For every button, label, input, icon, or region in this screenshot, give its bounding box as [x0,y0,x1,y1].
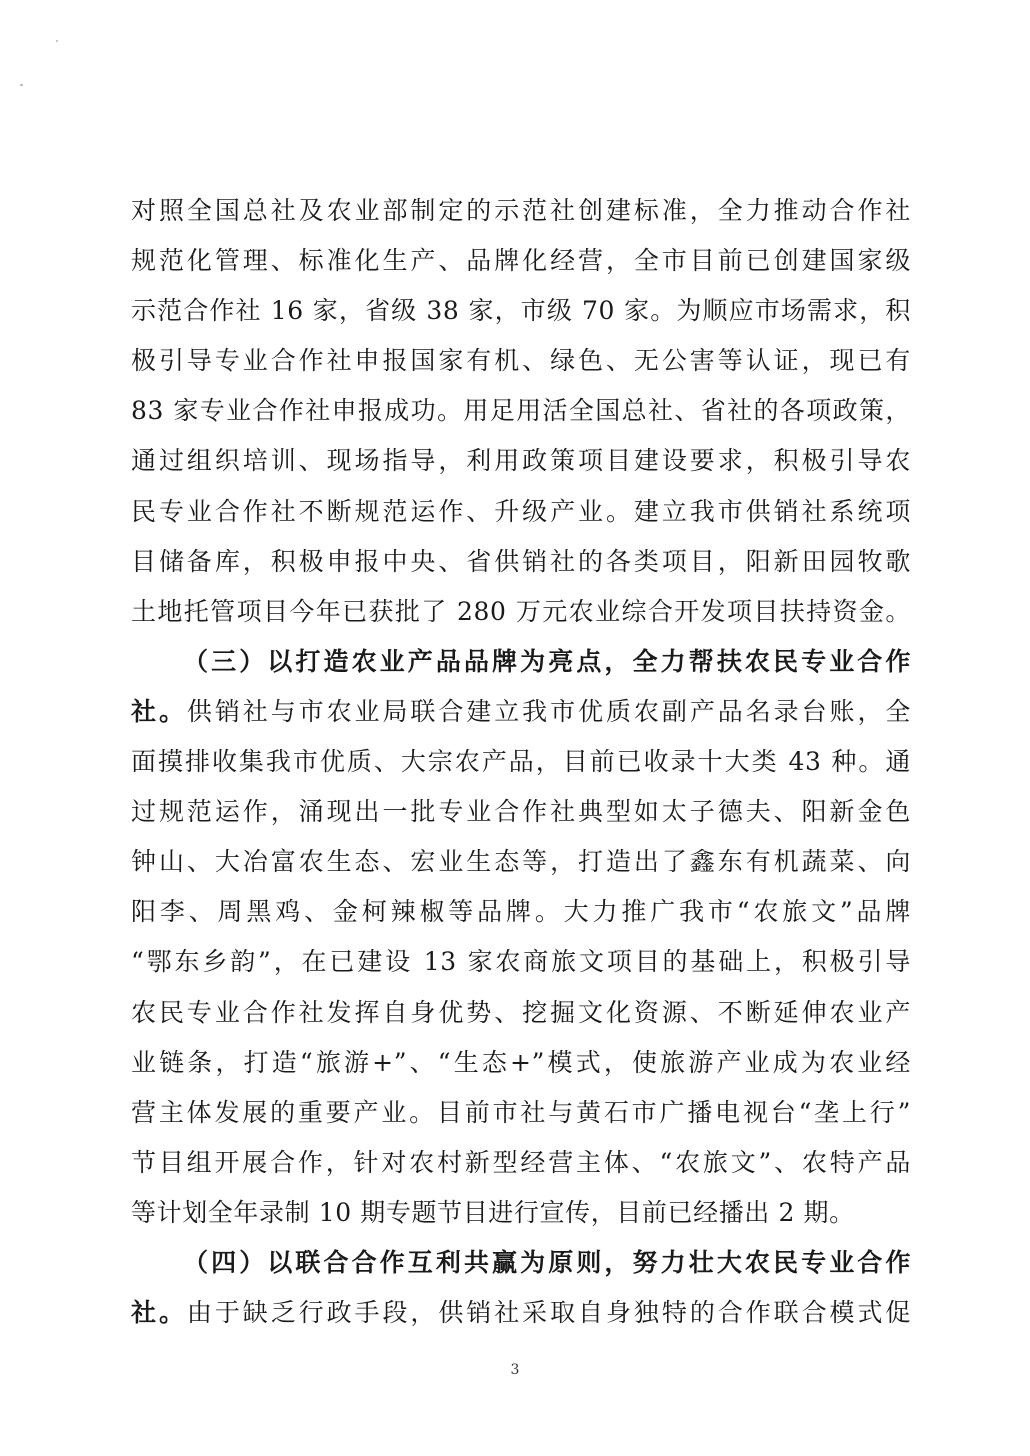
text-line: 通过组织培训、现场指导，利用政策项目建设要求，积极引导农 [131,446,911,476]
text-line: 极引导专业合作社申报国家有机、绿色、无公害等认证，现已有 [131,346,911,376]
text-line: 目储备库，积极申报中央、省供销社的各类项目，阳新田园牧歌 [131,546,911,576]
text-line: 示范合作社 16 家，省级 38 家，市级 70 家。为顺应市场需求，积 [131,296,911,326]
text-line: 对照全国总社及农业部制定的示范社创建标准，全力推动合作社 [131,196,911,225]
text-line: 社。由于缺乏行政手段，供销社采取自身独特的合作联合模式促 [131,1298,911,1328]
text-line: 业链条，打造“旅游+”、“生态+”模式，使旅游产业成为农业经 [131,1047,911,1077]
page-number: 3 [510,1362,520,1378]
text-line: 过规范运作，涌现出一批专业合作社典型如太子德夫、阳新金色 [131,797,911,827]
text-line: 阳李、周黑鸡、金柯辣椒等品牌。大力推广我市“农旅文”品牌 [131,897,911,927]
text-line: “鄂东乡韵”，在已建设 13 家农商旅文项目的基础上，积极引导 [131,947,911,977]
scan-speck [56,40,58,42]
text-line: 民专业合作社不断规范运作、升级产业。建立我市供销社系统项 [131,496,911,526]
text-line: 83 家专业合作社申报成功。用足用活全国总社、省社的各项政策， [131,396,911,426]
text-line: 节目组开展合作，针对农村新型经营主体、“农旅文”、农特产品 [131,1147,911,1177]
section-heading-line: （三）以打造农业产品品牌为亮点，全力帮扶农民专业合作 [183,646,911,676]
text-line: 面摸排收集我市优质、大宗农产品，目前已收录十大类 43 种。通 [131,747,911,777]
text-line: 等计划全年录制 10 期专题节目进行宣传，目前已经播出 2 期。 [131,1197,855,1227]
scan-speck [20,84,23,86]
text-line: 农民专业合作社发挥自身优势、挖掘文化资源、不断延伸农业产 [131,997,911,1027]
section-heading-line: （四）以联合合作互利共赢为原则，努力壮大农民专业合作 [183,1247,911,1277]
text-line: 社。供销社与市农业局联合建立我市优质农副产品名录台账，全 [131,696,911,726]
text-line: 规范化管理、标准化生产、品牌化经营，全市目前已创建国家级 [131,246,911,276]
body-text [131,186,911,1338]
text-line: 营主体发展的重要产业。目前市社与黄石市广播电视台“垄上行” [131,1097,911,1127]
text-line: 土地托管项目今年已获批了 280 万元农业综合开发项目扶持资金。 [131,596,911,626]
text-line: 钟山、大冶富农生态、宏业生态等，打造出了鑫东有机蔬菜、向 [131,847,911,877]
